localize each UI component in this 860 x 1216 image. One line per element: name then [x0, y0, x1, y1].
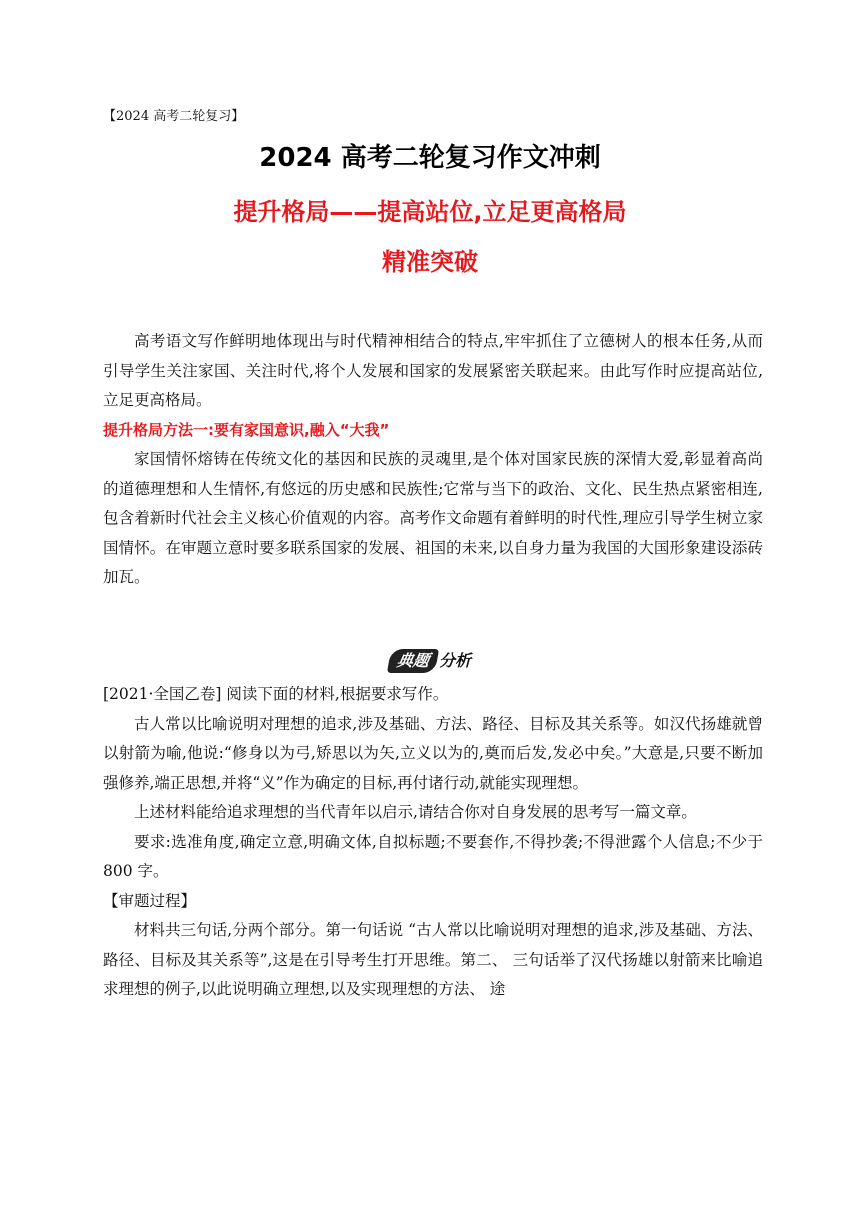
example-material: 古人常以比喻说明对理想的追求,涉及基础、方法、路径、目标及其关系等。如汉代扬雄就曾以射箭为喻,他说:“修身以为弓,矫思以为矢,立义以为的,奠而后发,发必中矣。”大意是,只要不断加强修养,端正思想,并将“义”作为确定的目标,再付诸行动,就能实现理想。 [103, 714, 763, 792]
method-1-heading: 提升格局方法一:要有家国意识,融入“大我” [103, 420, 390, 439]
page-subtitle: 提升格局——提高站位,立足更高格局 [233, 198, 627, 226]
intro-paragraph: 高考语文写作鲜明地体现出与时代精神相结合的特点,牢牢抓住了立德树人的根本任务,从而引导学生关注家国、关注时代,将个人发展和国家的发展紧密关联起来。由此写作时应提高站位,立足更高格局。 [103, 332, 763, 409]
page-title: 2024 高考二轮复习作文冲刺 [259, 143, 601, 173]
badge-pill: 典题 [387, 649, 439, 673]
example-section [103, 680, 763, 1005]
method-1-paragraph: 家国情怀熔铸在传统文化的基因和民族的灵魂里,是个体对国家民族的深情大爱,彰显着高尚的道德理想和人生情怀,有悠远的历史感和民族性;它常与当下的政治、文化、民生热点紧密相连,包含着新时代社会主义核心价值观的内容。高考作文命题有着鲜明的时代性,理应引导学生树立家国情怀。在审题立意时要多联系国家的发展、祖国的未来,以自身力量为我国的大国形象建设添砖加瓦。 [103, 450, 763, 586]
section-badge [0, 649, 860, 677]
page-subtitle-2: 精准突破 [382, 248, 478, 276]
example-source: [2021·全国乙卷] 阅读下面的材料,根据要求写作。 [103, 685, 449, 703]
main-text-section [103, 327, 763, 593]
series-tag: 【2024 高考二轮复习】 [103, 109, 245, 124]
example-requirements: 要求:选准角度,确定立意,明确文体,自拟标题;不要套作,不得抄袭;不得泄露个人信息;不少于 800 字。 [103, 832, 763, 880]
review-paragraph: 材料共三句话,分两个部分。第一句话说 “古人常以比喻说明对理想的追求,涉及基础、方法、路径、目标及其关系等”,这是在引导考生打开思维。第二、 三句话举了汉代扬雄以射箭来比喻追求理想的例子,以此说明确立理想,以及实现理想的方法、 途 [103, 921, 763, 998]
review-heading: 【审题过程】 [103, 891, 197, 910]
badge-label: 分析 [439, 651, 472, 670]
example-prompt: 上述材料能给追求理想的当代青年以启示,请结合你对自身发展的思考写一篇文章。 [134, 803, 697, 821]
